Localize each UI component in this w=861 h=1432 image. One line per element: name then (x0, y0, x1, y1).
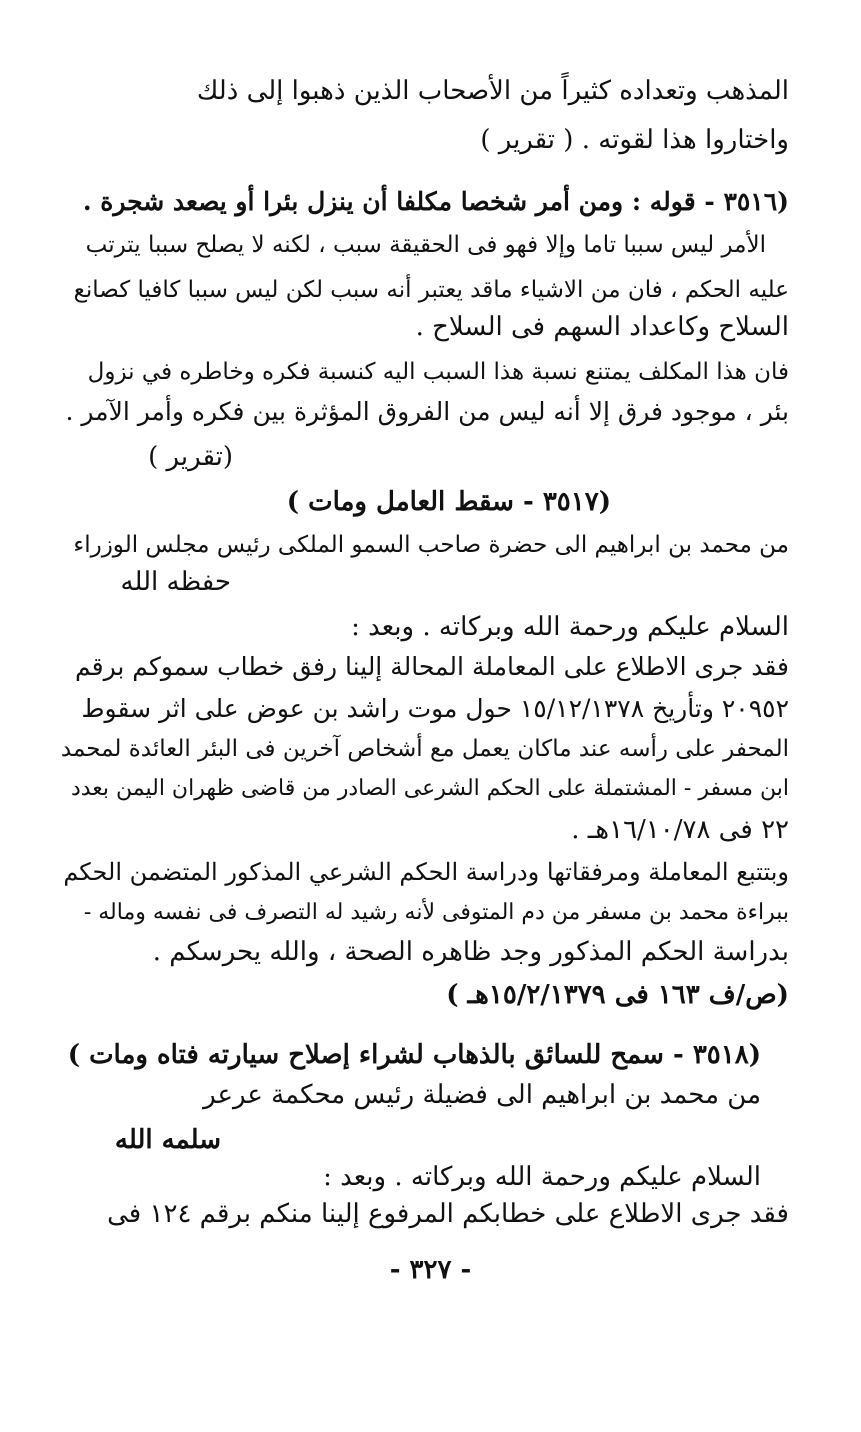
source-note: (تقرير ) (148, 442, 233, 472)
text-line: بدراسة الحكم المذكور وجد ظاهره الصحة ، والله يحرسكم . (152, 937, 789, 967)
source-note: (ص/ف ١٦٣ فى ١٥/٢/١٣٧٩هـ ) (446, 980, 789, 1010)
text-line: الأمر ليس سببا تاما وإلا فهو فى الحقيقة سبب ، لكنه لا يصلح سببا يترتب (85, 232, 766, 258)
text-line: بئر ، موجود فرق إلا أنه ليس من الفروق المؤثرة بين فكره وأمر الآمر . (65, 397, 789, 426)
text-line: المذهب وتعداده كثيراً من الأصحاب الذين ذهبوا إلى ذلك (196, 76, 789, 106)
text-line: السلام عليكم ورحمة الله وبركاته . وبعد : (323, 1162, 761, 1192)
text-line: عليه الحكم ، فان من الاشياء ماقد يعتبر أنه سبب لكن ليس سببا كافيا كصانع (73, 277, 789, 303)
text-line: فقد جرى الاطلاع على المعاملة المحالة إلينا رفق خطاب سموكم برقم (75, 652, 789, 681)
text-line: حفظه الله (120, 567, 231, 597)
text-line: من محمد بن ابراهيم الى فضيلة رئيس محكمة عرعر (203, 1080, 761, 1110)
text-line: فقد جرى الاطلاع على خطابكم المرفوع إلينا منكم برقم ١٢٤ فى (107, 1199, 789, 1229)
page-number: - ٣٢٧ - (389, 1255, 472, 1285)
text-line: السلاح وكاعداد السهم فى السلاح . (415, 312, 789, 342)
text-line: ٢٠٩٥٢ وتأريخ ١٥/١٢/١٣٧٨ حول موت راشد بن عوض على اثر سقوط (81, 694, 789, 723)
section-heading-3517: (٣٥١٧ - سقط العامل ومات ) (286, 487, 611, 517)
text-line: ببراءة محمد بن مسفر من دم المتوفى لأنه رشيد له التصرف فى نفسه وماله - (83, 900, 789, 925)
text-line: واختاروا هذا لقوته . ( تقرير ) (480, 125, 789, 155)
text-line: من محمد بن ابراهيم الى حضرة صاحب السمو الملكى رئيس مجلس الوزراء (73, 532, 789, 558)
text-line: ابن مسفر - المشتملة على الحكم الشرعى الصادر من قاضى ظهران اليمن بعدد (70, 776, 789, 801)
section-heading-3518: (٣٥١٨ - سمح للسائق بالذهاب لشراء إصلاح سيارته فتاه ومات ) (67, 1040, 761, 1070)
text-line: سلمه الله (114, 1125, 221, 1155)
text-line: المحفر على رأسه عند ماكان يعمل مع أشخاص آخرين فى البئر العائدة لمحمد (60, 736, 789, 762)
text-line: السلام عليكم ورحمة الله وبركاته . وبعد : (351, 612, 789, 642)
text-line: فان هذا المكلف يمتنع نسبة هذا السبب اليه كنسبة فكره وخاطره في نزول (87, 359, 789, 385)
text-line: ٢٢ فى ١٦/١٠/٧٨هـ . (571, 815, 789, 845)
text-line: وبتتبع المعاملة ومرفقاتها ودراسة الحكم الشرعي المذكور المتضمن الحكم (63, 858, 789, 886)
section-heading-3516: (٣٥١٦ - قوله : ومن أمر شخصا مكلفا أن ينزل بئرا أو يصعد شجرة . (82, 187, 789, 216)
